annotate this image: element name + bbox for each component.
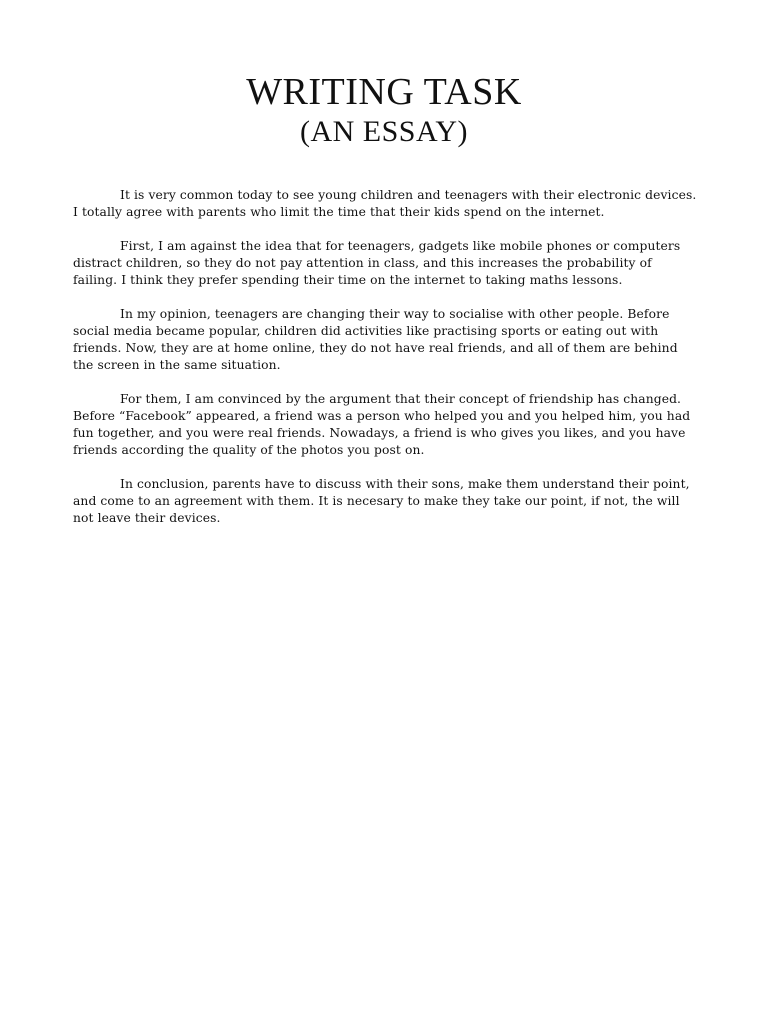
essay-paragraph-friendship: For them, I am convinced by the argument that their concept of friendship has changed. Before “Facebook” appeared, a friend was a person who helped you and you helped him, you had fun together, and you were real friends. Nowadays, a friend is who gives you likes, and you have friends according the quality of the photos you post on. — [73, 392, 691, 457]
essay-paragraph-conclusion: In conclusion, parents have to discuss with their sons, make them understand their point, and come to an agreement with them. It is necesary to make they take our point, if not, the will not leave their devices. — [73, 477, 690, 525]
title-block — [0, 70, 768, 150]
essay-paragraph-opinion: In my opinion, teenagers are changing their way to socialise with other people. Before social media became popular, children did activities like practising sports or eating out with friends. Now, they are at home online, they do not have real friends, and all of them are behind the screen in the same situation. — [73, 307, 678, 372]
essay-paragraph-intro: It is very common today to see young children and teenagers with their electronic devices. I totally agree with parents who limit the time that their kids spend on the internet. — [73, 188, 697, 219]
essay-body — [73, 187, 697, 544]
document-title: WRITING TASK — [246, 71, 522, 113]
essay-paragraph-first: First, I am against the idea that for teenagers, gadgets like mobile phones or computers distract children, so they do not pay attention in class, and this increases the probability of failing. I think they prefer spending their time on the internet to taking maths lessons. — [73, 239, 681, 287]
document-subtitle: (AN ESSAY) — [299, 115, 469, 148]
